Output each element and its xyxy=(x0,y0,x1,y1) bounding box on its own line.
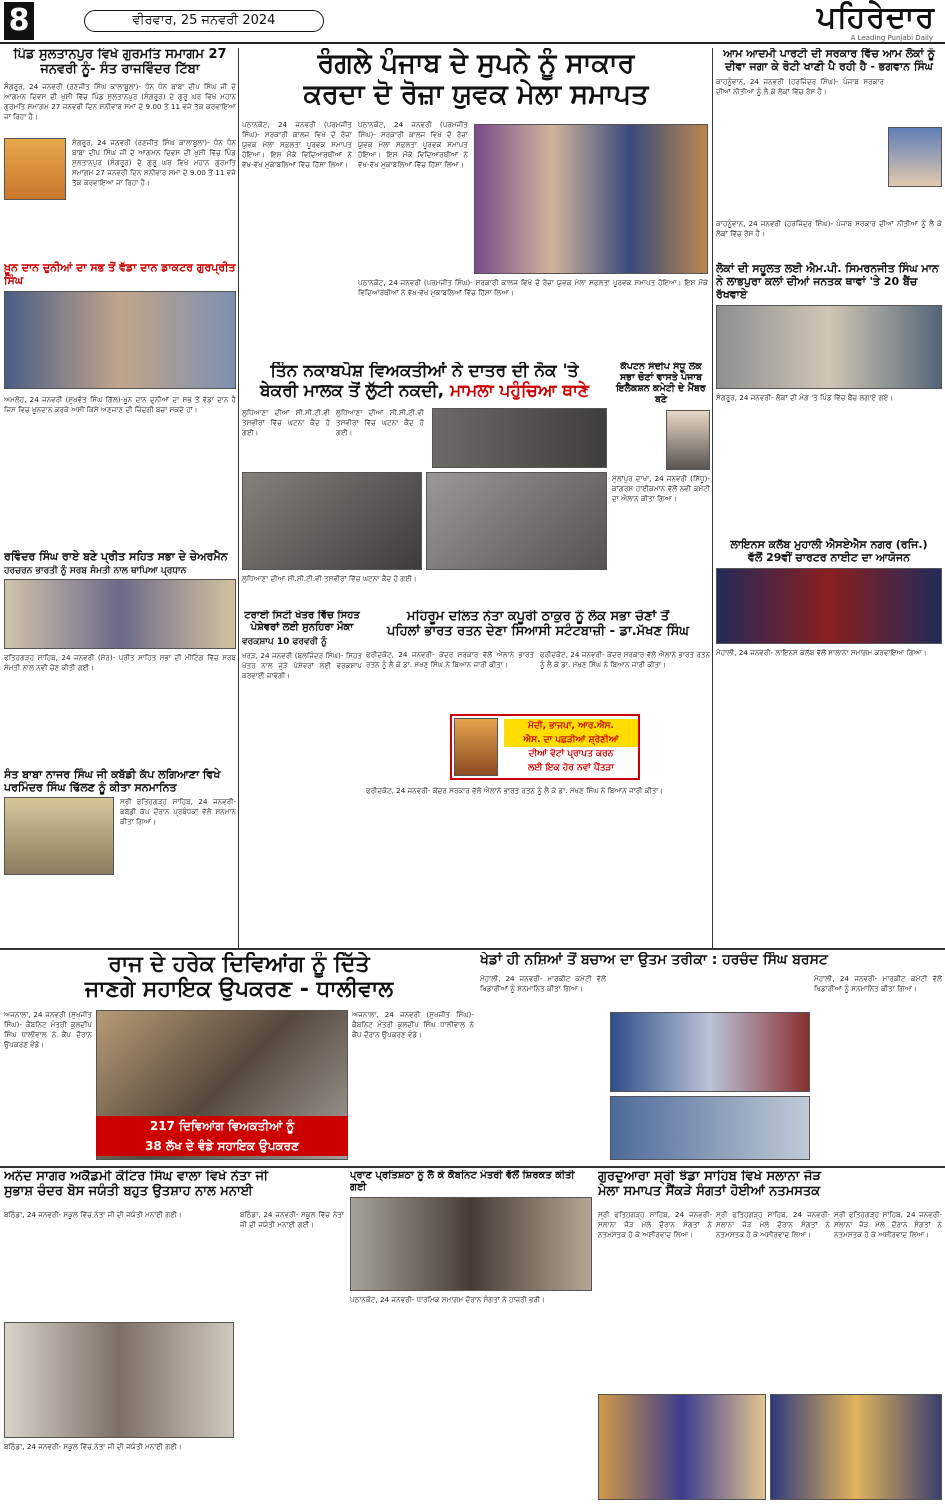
page-number: 8 xyxy=(4,2,34,40)
lions-club-photo xyxy=(716,568,942,644)
karpoori-body-cont: ਫਰੀਦਕੋਟ, 24 ਜਨਵਰੀ- ਕੇਂਦਰ ਸਰਕਾਰ ਵੱਲੋਂ ਐਲਾਨੇ ਭਾਰਤ ਰਤਨ ਨੂੰ ਲੈ ਕੇ ਡਾ. ਮੱਖਣ ਸਿੰਘ ਨੇ ਬਿਆਨ ਜਾਰੀ ਕੀਤਾ। xyxy=(366,786,664,795)
workshop-headline: ਟਰਾਈ ਸਿਟੀ ਖੇਤਰ ਵਿੱਚ ਸਿਹਤ ਪੇਸ਼ੇਵਰਾਂ ਲਈ ਸੁਨਹਿਰਾ ਮੌਕਾ xyxy=(244,610,360,633)
right-story1-headline: ਆਮ ਆਦਮੀ ਪਾਰਟੀ ਦੀ ਸਰਕਾਰ ਵਿੱਚ ਆਮ ਲੋਕਾਂ ਨੂੰ ਦੀਵਾ ਜਗਾ ਕੇ ਰੋਟੀ ਖਾਣੀ ਪੈ ਰਹੀ ਹੈ - ਭਗਵਾਨ ਸਿੰਘ xyxy=(723,48,935,73)
sports-body-col2: ਮੋਹਾਲੀ, 24 ਜਨਵਰੀ- ਮਾਰਕੀਟ ਕਮੇਟੀ ਵੱਲੋਂ ਖਿਡਾਰੀਆਂ ਨੂੰ ਸਨਮਾਨਿਤ ਕੀਤਾ ਗਿਆ। xyxy=(814,974,942,993)
robbery-body-col2: ਲੁਧਿਆਣਾ ਦੀਆਂ ਸੀ.ਸੀ.ਟੀ.ਵੀ ਤਸਵੀਰਾਂ ਵਿੱਚ ਘਟਨਾ ਕੈਦ ਹੋ ਗਈ। xyxy=(336,408,424,437)
karpoori-headline-line1: ਮਹਿਰੂਮ ਦਲਿਤ ਨੇਤਾ ਕਪੂਰੀ ਠਾਕੁਰ ਨੂੰ ਲੋਕ ਸਭਾ ਚੋਣਾਂ ਤੋਂ xyxy=(406,610,670,624)
right-story3-headline: ਲਾਇਨਸ ਕਲੱਬ ਮੁਹਾਲੀ ਐਸਏਐਸ ਨਗਰ (ਰਜਿ.) xyxy=(730,538,928,552)
portrait-photo xyxy=(4,138,66,200)
column-divider xyxy=(238,48,239,948)
brand-tagline: A Leading Punjabi Daily xyxy=(850,34,933,42)
lead-body-col1: ਪਠਾਨਕੋਟ, 24 ਜਨਵਰੀ (ਪਰਮਜੀਤ ਸਿੰਘ)- ਸਰਕਾਰੀ ਕਾਲਜ ਵਿਖੇ ਦੋ ਰੋਜ਼ਾ ਯੁਵਕ ਮੇਲਾ ਸਫ਼ਲਤਾ ਪੂਰਵਕ ਸਮਾਪਤ ਹੋਇਆ। ਇਸ ਮੌਕੇ ਵਿਦਿਆਰਥੀਆਂ ਨੇ ਵੱਖ-ਵੱਖ ਮੁਕਾਬਲਿਆਂ ਵਿੱਚ ਹਿੱਸਾ ਲਿਆ। xyxy=(242,120,352,169)
left-story1-body: ਸੰਗਰੂਰ, 24 ਜਨਵਰੀ (ਰਣਜੀਤ ਸਿੰਘ ਕਾਲਾਬੂਲਾ)- ਧੰਨ ਧੰਨ ਬਾਬਾ ਦੀਪ ਸਿੰਘ ਜੀ ਦੇ ਆਗਮਨ ਦਿਵਸ ਦੀ ਖੁਸ਼ੀ ਵਿੱਚ ਪਿੰਡ ਸੁਲਤਾਨਪੁਰ (ਸੰਗਰੂਰ) ਦੇ ਗੁਰੂ ਘਰ ਵਿਖੇ ਮਹਾਨ ਗੁਰਮਤਿ ਸਮਾਗਮ 27 ਜਨਵਰੀ ਦਿਨ ਸ਼ਨੀਵਾਰ ਸਮਾਂ ਦੇ 9.00 ਤੋਂ 11 ਵਜੇ ਤੱਕ ਕਰਵਾਇਆ ਜਾ ਰਿਹਾ ਹੈ। xyxy=(4,81,236,121)
pran-headline: ਪ੍ਰਾਣ ਪ੍ਰਤਿਸ਼ਠਾ ਨੂੰ ਲੈ ਕੇ ਕੈਬਨਿਟ ਮੰਤਰੀ ਵੱਲੋਂ ਸ਼ਿਰਕਤ ਕੀਤੀ ਗਈ xyxy=(350,1170,575,1193)
robbery-body: ਲੁਧਿਆਣਾ ਦੀਆਂ ਸੀ.ਸੀ.ਟੀ.ਵੀ ਤਸਵੀਰਾਂ ਵਿੱਚ ਘਟਨਾ ਕੈਦ ਹੋ ਗਈ। xyxy=(242,408,330,437)
left-story2-body: ਅਮਲੋਹ, 24 ਜਨਵਰੀ (ਸੁਖਵੰਤ ਸਿੰਘ ਗਿੱਲ)-ਖ਼ੂਨ ਦਾਨ ਦੁਨੀਆਂ ਦਾ ਸਭ ਤੋਂ ਵੱਡਾ ਦਾਨ ਹੈ ਜਿਸ ਵਿਚ ਖ਼ੂਨਦਾਨ ਕਰਕੇ ਅਸੀਂ ਕਿਸੇ ਅਣਜਾਣ ਦੀ ਜ਼ਿੰਦਗੀ ਬਚਾ ਸਕਦੇ ਹਾਂ। xyxy=(4,395,236,415)
candidate-story xyxy=(612,362,710,608)
karpoori-body-col2: ਫਰੀਦਕੋਟ, 24 ਜਨਵਰੀ- ਕੇਂਦਰ ਸਰਕਾਰ ਵੱਲੋਂ ਐਲਾਨੇ ਭਾਰਤ ਰਤਨ ਨੂੰ ਲੈ ਕੇ ਡਾ. ਮੱਖਣ ਸਿੰਘ ਨੇ ਬਿਆਨ ਜਾਰੀ ਕੀਤਾ। xyxy=(540,650,710,669)
column-divider-right xyxy=(712,48,713,948)
gurdwara-body-col2: ਸ੍ਰੀ ਫਤਿਹਗੜ੍ਹ ਸਾਹਿਬ, 24 ਜਨਵਰੀ- ਸਲਾਨਾ ਜੋੜ ਮੇਲੇ ਦੌਰਾਨ ਸੰਗਤਾਂ ਨੇ ਨਤਮਸਤਕ ਹੋ ਕੇ ਅਸ਼ੀਰਵਾਦ ਲਿਆ। xyxy=(716,1210,830,1239)
academy-photo xyxy=(4,1322,234,1438)
candidate-body: ਮੁੱਲਾਂਪੁਰ ਦਾਖਾ, 24 ਜਨਵਰੀ (ਸਿੱਧੂ)- ਕਾਂਗਰਸ ਹਾਈਕਮਾਨ ਵੱਲੋਂ ਨਵੀਂ ਕਮੇਟੀ ਦਾ ਐਲਾਨ ਕੀਤਾ ਗਿਆ। xyxy=(612,473,710,503)
right-story3-subhead: ਵੱਲੋਂ 29ਵੀਂ ਚਾਰਟਰ ਨਾਈਟ ਦਾ ਆਯੋਜਨ xyxy=(747,550,911,564)
lead-headline-line1: ਰੰਗਲੇ ਪੰਜਾਬ ਦੇ ਸੁਪਨੇ ਨੂੰ ਸਾਕਾਰ xyxy=(317,48,635,79)
karpoori-callout xyxy=(450,714,640,780)
robbery-headline-line1: ਤਿੰਨ ਨਕਾਬਪੋਸ਼ ਵਿਅਕਤੀਆਂ ਨੇ ਦਾਤਰ ਦੀ ਨੋਕ 'ਤੇ xyxy=(270,362,579,381)
robbery-headline-line2b: ਮਾਮਲਾ ਪਹੁੰਚਿਆ ਥਾਣੇ xyxy=(450,380,589,401)
right-story2-headline: ਲੋਕਾਂ ਦੀ ਸਹੂਲਤ ਲਈ ਐਮ.ਪੀ. ਸਿਮਰਨਜੀਤ ਸਿੰਘ ਮਾਨ ਨੇ ਲਾਭਪੁਰਾ ਕਲਾਂ ਦੀਆਂ ਜਨਤਕ ਥਾਵਾਂ 'ਤੇ 20 ਬੈਂਚ ਰੱਖਵਾਏ xyxy=(716,262,939,301)
callout-line2: ਐਸ. ਦਾ ਪਛੜੀਆਂ ਸ਼੍ਰੇਣੀਆਂ xyxy=(504,733,638,747)
gurdwara-headline-line1: ਗੁਰਦੁਆਰਾ ਸ੍ਰੀ ਝੰਡਾ ਸਾਹਿਬ ਵਿਖੇ ਸਲਾਨਾ ਜੋੜ xyxy=(598,1170,821,1184)
kabaddi-award-photo xyxy=(4,797,114,875)
robbery-story xyxy=(242,362,607,608)
disabled-aid-story xyxy=(4,952,474,1162)
aid-headline-line1: ਰਾਜ ਦੇ ਹਰੇਕ ਦਿਵਿਆਂਗ ਨੂੰ ਦਿੱਤੇ xyxy=(108,952,370,977)
blood-donation-photo xyxy=(4,291,236,389)
right-story2-body: ਸੰਗਰੂਰ, 24 ਜਨਵਰੀ- ਲੋਕਾਂ ਦੀ ਮੰਗ 'ਤੇ ਪਿੰਡ ਵਿੱਚ ਬੈਂਚ ਲਗਾਏ ਗਏ। xyxy=(716,393,894,403)
academy-body: ਬਠਿੰਡਾ, 24 ਜਨਵਰੀ- ਸਕੂਲ ਵਿੱਚ ਨੇਤਾ ਜੀ ਦੀ ਜਯੰਤੀ ਮਨਾਈ ਗਈ। xyxy=(4,1210,182,1219)
lead-body-col3: ਪਠਾਨਕੋਟ, 24 ਜਨਵਰੀ (ਪਰਮਜੀਤ ਸਿੰਘ)- ਸਰਕਾਰੀ ਕਾਲਜ ਵਿਖੇ ਦੋ ਰੋਜ਼ਾ ਯੁਵਕ ਮੇਲਾ ਸਫ਼ਲਤਾ ਪੂਰਵਕ ਸਮਾਪਤ ਹੋਇਆ। ਇਸ ਮੌਕੇ ਵਿਦਿਆਰਥੀਆਂ ਨੇ ਵੱਖ-ਵੱਖ ਮੁਕਾਬਲਿਆਂ ਵਿੱਚ ਹਿੱਸਾ ਲਿਆ। xyxy=(358,278,708,297)
right-story3-body: ਮੋਹਾਲੀ, 24 ਜਨਵਰੀ- ਲਾਇਨਸ ਕਲੱਬ ਵੱਲੋਂ ਸਾਲਾਨਾ ਸਮਾਗਮ ਕਰਵਾਇਆ ਗਿਆ। xyxy=(716,648,927,658)
left-story4-headline: ਸੰਤ ਬਾਬਾ ਨਾਜਰ ਸਿੰਘ ਜੀ ਕਬੱਡੀ ਕੱਪ ਲਗਿਆਣਾ ਵਿਖੇ ਪਰਮਿੰਦਰ ਸਿੰਘ ਢਿੱਲਣ ਨੂੰ ਕੀਤਾ ਸਨਮਾਨਿਤ xyxy=(4,768,221,794)
skating-photo-1 xyxy=(610,1012,810,1092)
callout-line3: ਦੀਆਂ ਵੋਟਾਂ ਪ੍ਰਾਪਤ ਕਰਨ xyxy=(528,749,614,759)
youth-fair-photo xyxy=(474,124,708,274)
candidate-headline: ਕੈਪਟਨ ਸੰਦੀਪ ਸੰਧੂ ਲੋਕ ਸਭਾ ਚੋਣਾਂ ਵਾਸਤੇ ਪੰਜਾਬ ਇਲੈਕਸ਼ਨ ਕਮੇਟੀ ਦੇ ਮੈਂਬਰ ਬਣੇ xyxy=(616,362,706,405)
left-story2-headline: ਖ਼ੂਨ ਦਾਨ ਦੁਨੀਆਂ ਦਾ ਸਭ ਤੋਂ ਵੱਡਾ ਦਾਨ ਡਾਕਟਰ ਗੁਰਪ੍ਰੀਤ ਸਿੰਘ xyxy=(4,260,236,287)
aid-headline-line2: ਜਾਣਗੇ ਸਹਾਇਕ ਉਪਕਰਣ - ਧਾਲੀਵਾਲ xyxy=(84,977,394,1003)
benches-photo xyxy=(716,305,942,389)
callout-line4: ਲਈ ਇਕ ਹੋਰ ਨਵਾਂ ਪੈਂਤੜਾ xyxy=(528,763,614,773)
karpoori-body: ਫਰੀਦਕੋਟ, 24 ਜਨਵਰੀ- ਕੇਂਦਰ ਸਰਕਾਰ ਵੱਲੋਂ ਐਲਾਨੇ ਭਾਰਤ ਰਤਨ ਨੂੰ ਲੈ ਕੇ ਡਾ. ਮੱਖਣ ਸਿੰਘ ਨੇ ਬਿਆਨ ਜਾਰੀ ਕੀਤਾ। xyxy=(366,650,534,669)
cctv-photo-1 xyxy=(432,408,607,468)
pran-pratishtha-story xyxy=(350,1170,592,1504)
academy-body-col2: ਬਠਿੰਡਾ, 24 ਜਨਵਰੀ- ਸਕੂਲ ਵਿੱਚ ਨੇਤਾ ਜੀ ਦੀ ਜਯੰਤੀ ਮਨਾਈ ਗਈ। xyxy=(240,1210,344,1229)
group-photo xyxy=(4,579,236,649)
gurdwara-story xyxy=(598,1170,942,1504)
workshop-subhead: ਵਰਕਸ਼ਾਪ 10 ਫਰਵਰੀ ਨੂੰ xyxy=(242,637,327,647)
dateline: ਵੀਰਵਾਰ, 25 ਜਨਵਰੀ 2024 xyxy=(84,10,324,32)
academy-body-cont: ਬਠਿੰਡਾ, 24 ਜਨਵਰੀ- ਸਕੂਲ ਵਿੱਚ ਨੇਤਾ ਜੀ ਦੀ ਜਯੰਤੀ ਮਨਾਈ ਗਈ। xyxy=(4,1442,182,1451)
academy-headline-line1: ਅਨੰਦ ਸਾਗਰ ਅਕੈਡਮੀ ਕੋਟਿਰ ਸਿੰਘ ਵਾਲਾ ਵਿਖੇ ਨੇਤਾ ਜੀ xyxy=(4,1170,269,1184)
gurdwara-headline-line2: ਮੇਲਾ ਸਮਾਪਤ ਸੈਂਕੜੇ ਸੰਗਤਾਂ ਹੋਈਆਂ ਨਤਮਸਤਕ xyxy=(598,1183,821,1199)
gurdwara-body-col3: ਸ੍ਰੀ ਫਤਿਹਗੜ੍ਹ ਸਾਹਿਬ, 24 ਜਨਵਰੀ- ਸਲਾਨਾ ਜੋੜ ਮੇਲੇ ਦੌਰਾਨ ਸੰਗਤਾਂ ਨੇ ਨਤਮਸਤਕ ਹੋ ਕੇ ਅਸ਼ੀਰਵਾਦ ਲਿਆ। xyxy=(834,1210,942,1239)
robbery-body-cont: ਲੁਧਿਆਣਾ ਦੀਆਂ ਸੀ.ਸੀ.ਟੀ.ਵੀ ਤਸਵੀਰਾਂ ਵਿੱਚ ਘਟਨਾ ਕੈਦ ਹੋ ਗਈ। xyxy=(242,574,417,583)
skating-photo-2 xyxy=(610,1096,810,1160)
academy-headline-line2: ਸੁਭਾਸ਼ ਚੰਦਰ ਬੋਸ ਜਯੰਤੀ ਬਹੁਤ ਉਤਸ਼ਾਹ ਨਾਲ ਮਨਾਈ xyxy=(4,1183,253,1199)
masthead xyxy=(0,0,945,44)
left-story4-body: ਸ੍ਰੀ ਫਤਿਹਗੜ੍ਹ ਸਾਹਿਬ, 24 ਜਨਵਰੀ- ਕਬੱਡੀ ਕੱਪ ਦੌਰਾਨ ਪ੍ਰਬੰਧਕਾਂ ਵੱਲੋਂ ਸਨਮਾਨ ਕੀਤਾ ਗਿਆ। xyxy=(120,797,236,827)
aid-body-col2: ਅਜਨਾਲਾ, 24 ਜਨਵਰੀ (ਸੁਖਜੀਤ ਸਿੰਘ)- ਕੈਬਨਿਟ ਮੰਤਰੀ ਕੁਲਦੀਪ ਸਿੰਘ ਧਾਲੀਵਾਲ ਨੇ ਕੈਂਪ ਦੌਰਾਨ ਉਪਕਰਣ ਵੰਡੇ। xyxy=(352,1010,474,1039)
gurdwara-photo-2 xyxy=(770,1394,942,1500)
right-column xyxy=(716,48,942,946)
aid-body: ਅਜਨਾਲਾ, 24 ਜਨਵਰੀ (ਸੁਖਜੀਤ ਸਿੰਘ)- ਕੈਬਨਿਟ ਮੰਤਰੀ ਕੁਲਦੀਪ ਸਿੰਘ ਧਾਲੀਵਾਲ ਨੇ ਕੈਂਪ ਦੌਰਾਨ ਉਪਕਰਣ ਵੰਡੇ। xyxy=(4,1010,92,1049)
workshop-story xyxy=(242,610,362,946)
section-divider-2 xyxy=(0,1166,945,1168)
sports-body: ਮੋਹਾਲੀ, 24 ਜਨਵਰੀ- ਮਾਰਕੀਟ ਕਮੇਟੀ ਵੱਲੋਂ ਖਿਡਾਰੀਆਂ ਨੂੰ ਸਨਮਾਨਿਤ ਕੀਤਾ ਗਿਆ। xyxy=(480,974,606,993)
aid-banner-line2: 38 ਲੱਖ ਦੇ ਵੰਡੇ ਸਹਾਇਕ ਉਪਕਰਣ xyxy=(145,1139,299,1153)
cctv-photo-3 xyxy=(426,472,607,570)
academy-story xyxy=(4,1170,344,1504)
aid-banner-line1: 217 ਦਿਵਿਆਂਗ ਵਿਅਕਤੀਆਂ ਨੂੰ xyxy=(149,1119,295,1133)
workshop-body: ਖਰੜ, 24 ਜਨਵਰੀ (ਬਲਜਿੰਦਰ ਸਿੰਘ)- ਸਿਹਤ ਖੇਤਰ ਨਾਲ ਜੁੜੇ ਪੇਸ਼ੇਵਰਾਂ ਲਈ ਵਰਕਸ਼ਾਪ ਕਰਵਾਈ ਜਾਵੇਗੀ। xyxy=(242,651,362,681)
left-column xyxy=(4,48,236,946)
sports-headline: ਖੇਡਾਂ ਹੀ ਨਸ਼ਿਆਂ ਤੋਂ ਬਚਾਅ ਦਾ ਉਤਮ ਤਰੀਕਾ : ਹਰਚੰਦ ਸਿੰਘ ਬਰਸਟ xyxy=(480,952,828,968)
aid-banner xyxy=(96,1116,348,1156)
cctv-photo-2 xyxy=(242,472,422,570)
speaker-portrait xyxy=(454,718,498,776)
gurdwara-photo-1 xyxy=(598,1394,766,1500)
left-story3-headline: ਰਵਿੰਦਰ ਸਿੰਘ ਰਾਏ ਬਣੇ ਪ੍ਰੀਤ ਸਹਿਤ ਸਭਾ ਦੇ ਚੇਅਰਮੈਨ xyxy=(4,550,228,564)
candidate-portrait xyxy=(666,410,710,470)
robbery-headline-line2a: ਬੇਕਰੀ ਮਾਲਕ ਤੋਂ ਲੁੱਟੀ ਨਕਦੀ, xyxy=(260,380,445,401)
lead-headline-line2: ਕਰਦਾ ਦੋ ਰੋਜ਼ਾ ਯੁਵਕ ਮੇਲਾ ਸਮਾਪਤ xyxy=(303,79,649,111)
center-lead-story xyxy=(242,48,710,360)
politician-portrait xyxy=(888,127,942,187)
karpoori-headline-line2: ਪਹਿਲਾਂ ਭਾਰਤ ਰਤਨ ਦੇਣਾ ਸਿਆਸੀ ਸਟੰਟਬਾਜ਼ੀ - ਡਾ.ਮੱਖਣ ਸਿੰਘ xyxy=(387,623,689,639)
left-story3-body: ਫਤਿਹਗੜ੍ਹ ਸਾਹਿਬ, 24 ਜਨਵਰੀ (ਸ਼ੇਰ)- ਪ੍ਰੀਤ ਸਾਹਿਤ ਸਭਾ ਦੀ ਮੀਟਿੰਗ ਵਿੱਚ ਸਰਬ ਸੰਮਤੀ ਨਾਲ ਨਵੀਂ ਚੋਣ ਕੀਤੀ ਗਈ। xyxy=(4,653,236,673)
gurdwara-body: ਸ੍ਰੀ ਫਤਿਹਗੜ੍ਹ ਸਾਹਿਬ, 24 ਜਨਵਰੀ- ਸਲਾਨਾ ਜੋੜ ਮੇਲੇ ਦੌਰਾਨ ਸੰਗਤਾਂ ਨੇ ਨਤਮਸਤਕ ਹੋ ਕੇ ਅਸ਼ੀਰਵਾਦ ਲਿਆ। xyxy=(598,1210,712,1239)
karpoori-story xyxy=(366,610,710,946)
left-story1-headline: ਪਿੰਡ ਸੁਲਤਾਨਪੁਰ ਵਿਖੇ ਗੁਰਮਤਿ ਸਮਾਗਮ 27 ਜਨਵਰੀ ਨੂੰ- ਸੰਤ ਰਾਜਵਿੰਦਰ ਟਿੱਬਾ xyxy=(13,48,227,77)
left-story1-body-cont: ਸੰਗਰੂਰ, 24 ਜਨਵਰੀ (ਰਣਜੀਤ ਸਿੰਘ ਕਾਲਾਬੂਲਾ)- ਧੰਨ ਧੰਨ ਬਾਬਾ ਦੀਪ ਸਿੰਘ ਜੀ ਦੇ ਆਗਮਨ ਦਿਵਸ ਦੀ ਖੁਸ਼ੀ ਵਿੱਚ ਪਿੰਡ ਸੁਲਤਾਨਪੁਰ (ਸੰਗਰੂਰ) ਦੇ ਗੁਰੂ ਘਰ ਵਿਖੇ ਮਹਾਨ ਗੁਰਮਤਿ ਸਮਾਗਮ 27 ਜਨਵਰੀ ਦਿਨ ਸ਼ਨੀਵਾਰ ਸਮਾਂ ਦੇ 9.00 ਤੋਂ 11 ਵਜੇ ਤੱਕ ਕਰਵਾਇਆ ਜਾ ਰਿਹਾ ਹੈ। xyxy=(72,137,236,187)
sports-story xyxy=(480,952,942,1162)
left-story3-subhead: ਹਰਚਰਨ ਭਾਰਤੀ ਨੂੰ ਸਰਬ ਸੰਮਤੀ ਨਾਲ ਥਾਪਿਆ ਪ੍ਰਧਾਨ xyxy=(4,565,187,576)
newspaper-brand: ਪਹਿਰੇਦਾਰ xyxy=(816,0,935,35)
right-story1-body: ਕਾਹਨੂੰਵਾਨ, 24 ਜਨਵਰੀ (ਹਰਜਿੰਦਰ ਸਿੰਘ)- ਪੰਜਾਬ ਸਰਕਾਰ ਦੀਆਂ ਨੀਤੀਆਂ ਨੂੰ ਲੈ ਕੇ ਲੋਕਾਂ ਵਿੱਚ ਰੋਸ ਹੈ। xyxy=(716,77,884,97)
section-divider xyxy=(0,948,945,950)
pran-body: ਪਠਾਨਕੋਟ, 24 ਜਨਵਰੀ- ਧਾਰਮਿਕ ਸਮਾਗਮ ਦੌਰਾਨ ਸੰਗਤਾਂ ਨੇ ਹਾਜ਼ਰੀ ਭਰੀ। xyxy=(350,1295,545,1304)
pran-photo xyxy=(350,1197,592,1291)
lead-body-col2: ਪਠਾਨਕੋਟ, 24 ਜਨਵਰੀ (ਪਰਮਜੀਤ ਸਿੰਘ)- ਸਰਕਾਰੀ ਕਾਲਜ ਵਿਖੇ ਦੋ ਰੋਜ਼ਾ ਯੁਵਕ ਮੇਲਾ ਸਫ਼ਲਤਾ ਪੂਰਵਕ ਸਮਾਪਤ ਹੋਇਆ। ਇਸ ਮੌਕੇ ਵਿਦਿਆਰਥੀਆਂ ਨੇ ਵੱਖ-ਵੱਖ ਮੁਕਾਬਲਿਆਂ ਵਿੱਚ ਹਿੱਸਾ ਲਿਆ। xyxy=(358,120,468,169)
right-story1-body-cont: ਕਾਹਨੂੰਵਾਨ, 24 ਜਨਵਰੀ (ਹਰਜਿੰਦਰ ਸਿੰਘ)- ਪੰਜਾਬ ਸਰਕਾਰ ਦੀਆਂ ਨੀਤੀਆਂ ਨੂੰ ਲੈ ਕੇ ਲੋਕਾਂ ਵਿੱਚ ਰੋਸ ਹੈ। xyxy=(716,219,942,239)
callout-line1: ਮੋਦੀ, ਭਾਜਪਾ, ਆਰ.ਐਸ. xyxy=(504,719,638,733)
